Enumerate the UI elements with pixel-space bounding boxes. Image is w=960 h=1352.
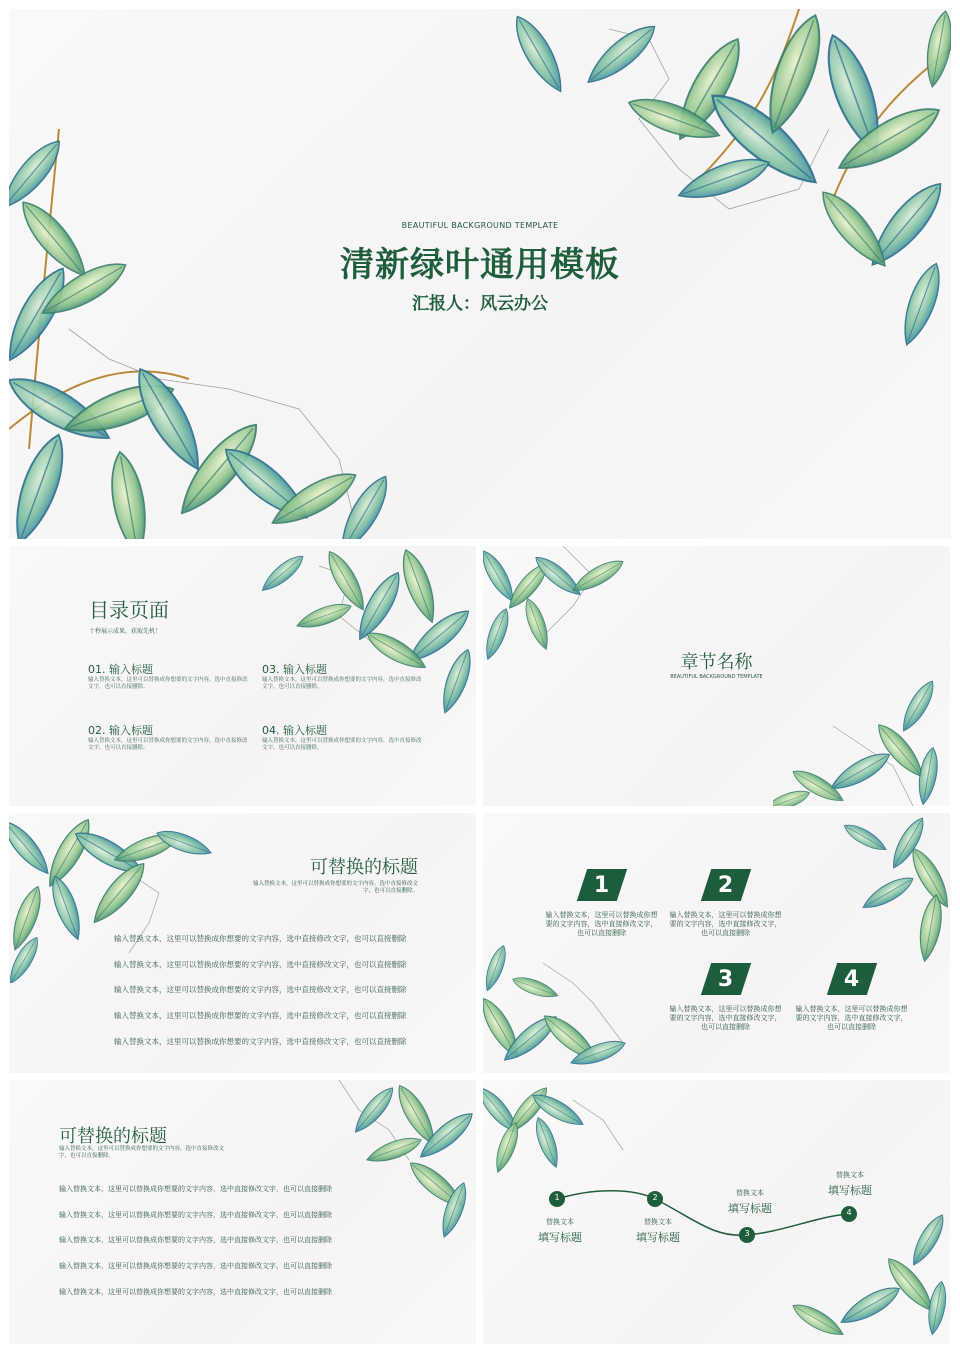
timeline-title: 填写标题: [636, 1231, 680, 1244]
toc-item-desc: 输入替换文本，这里可以替换成你想要的文字内容，选中直接修改文字，也可以直接删除。: [262, 677, 422, 690]
toc-subtitle: 十秒展示成果，获取先机！: [89, 628, 162, 635]
timeline-small-text: 替换文本: [546, 1218, 574, 1226]
content-desc: 输入替换文本，这里可以替换成你想要的文字内容，选中直接修改文字，也可以直接删除。: [252, 881, 418, 894]
timeline-node-1: 1: [554, 1193, 560, 1202]
cover-reporter: 汇报人：风云办公: [412, 294, 548, 314]
cover-subtitle-en: BEAUTIFUL BACKGROUND TEMPLATE: [401, 221, 559, 230]
toc-item: [88, 661, 248, 691]
toc-item-heading: 01. 输入标题: [88, 663, 153, 676]
number-desc: 输入替换文本，这里可以替换成你想要的文字内容，选中直接修改文字，也可以直接删除: [545, 911, 658, 937]
content-line: 输入替换文本，这里可以替换成你想要的文字内容，选中直接修改文字，也可以直接删除: [114, 1011, 407, 1020]
content-slide-a: [9, 813, 476, 1073]
toc-item-heading: 02. 输入标题: [88, 724, 153, 737]
content-line: 输入替换文本，这里可以替换成你想要的文字内容，选中直接修改文字，也可以直接删除: [59, 1236, 332, 1244]
number-badge: [701, 869, 751, 901]
toc-item-desc: 输入替换文本，这里可以替换成你想要的文字内容，选中直接修改文字，也可以直接删除。: [88, 677, 248, 690]
content-line: 输入替换文本，这里可以替换成你想要的文字内容，选中直接修改文字，也可以直接删除: [114, 934, 407, 943]
leaf-cluster-decoration: [833, 813, 950, 963]
number-badge-text: 1: [594, 872, 610, 898]
chapter-title: 章节名称: [680, 652, 753, 673]
leaf-cluster-decoration: [319, 1080, 476, 1250]
number-badge-text: 3: [718, 966, 734, 992]
timeline-small-text: 替换文本: [736, 1189, 764, 1197]
timeline-slide: [483, 1080, 950, 1344]
content-line: 输入替换文本，这里可以替换成你想要的文字内容，选中直接修改文字，也可以直接删除: [59, 1262, 332, 1270]
chapter-subtitle-en: BEAUTIFUL BACKGROUND TEMPLATE: [670, 674, 763, 680]
content-line: 输入替换文本，这里可以替换成你想要的文字内容，选中直接修改文字，也可以直接删除: [114, 960, 407, 969]
content-line: 输入替换文本，这里可以替换成你想要的文字内容，选中直接修改文字，也可以直接删除: [114, 985, 407, 994]
content-line: 输入替换文本，这里可以替换成你想要的文字内容，选中直接修改文字，也可以直接删除: [59, 1211, 332, 1219]
toc-item-heading: 03. 输入标题: [262, 663, 327, 676]
number-desc: 输入替换文本，这里可以替换成你想要的文字内容，选中直接修改文字，也可以直接删除: [669, 911, 782, 937]
number-desc: 输入替换文本，这里可以替换成你想要的文字内容，选中直接修改文字，也可以直接删除: [795, 1005, 908, 1031]
content-slide-b: [9, 1080, 476, 1344]
toc-item: [262, 661, 422, 691]
timeline-small-text: 替换文本: [644, 1218, 672, 1226]
timeline-title: 填写标题: [538, 1231, 582, 1244]
content-title: 可替换的标题: [310, 857, 418, 878]
number-badge: [577, 869, 627, 901]
number-badge: [701, 963, 751, 995]
number-desc: 输入替换文本，这里可以替换成你想要的文字内容，选中直接修改文字，也可以直接删除: [669, 1005, 782, 1031]
timeline-node-2: 2: [652, 1193, 658, 1202]
number-badge-text: 2: [718, 872, 734, 898]
content-line: 输入替换文本，这里可以替换成你想要的文字内容，选中直接修改文字，也可以直接删除: [114, 1037, 407, 1046]
timeline-node-3: 3: [744, 1229, 750, 1238]
chapter-slide: [483, 546, 950, 806]
content-title: 可替换的标题: [59, 1126, 167, 1147]
toc-item-desc: 输入替换文本，这里可以替换成你想要的文字内容，选中直接修改文字，也可以直接删除。: [262, 738, 422, 751]
timeline-title: 填写标题: [728, 1202, 772, 1215]
toc-item: [88, 722, 248, 752]
toc-slide: [9, 546, 476, 806]
leaf-cluster-decoration: [773, 676, 950, 806]
timeline-title: 填写标题: [828, 1184, 872, 1197]
leaf-cluster-decoration: [483, 943, 653, 1073]
timeline-node-4: 4: [846, 1208, 852, 1217]
cover-title: 清新绿叶通用模板: [340, 245, 620, 285]
leaf-cluster-decoration: [9, 129, 409, 539]
cover-slide: [9, 9, 951, 539]
leaf-cluster-decoration: [9, 813, 239, 983]
number-badge: [827, 963, 877, 995]
content-line: 输入替换文本，这里可以替换成你想要的文字内容，选中直接修改文字，也可以直接删除: [59, 1288, 332, 1296]
number-badge-text: 4: [844, 966, 860, 992]
toc-item: [262, 722, 422, 752]
toc-item-heading: 04. 输入标题: [262, 724, 327, 737]
toc-item-desc: 输入替换文本，这里可以替换成你想要的文字内容，选中直接修改文字，也可以直接删除。: [88, 738, 248, 751]
toc-title: 目录页面: [89, 598, 169, 622]
content-line: 输入替换文本，这里可以替换成你想要的文字内容，选中直接修改文字，也可以直接删除: [59, 1185, 332, 1193]
timeline-small-text: 替换文本: [836, 1171, 864, 1179]
numbered-items-slide: [483, 813, 950, 1073]
content-desc: 输入替换文本，这里可以替换成你想要的文字内容，选中直接修改文字，也可以直接删除。: [59, 1146, 225, 1159]
